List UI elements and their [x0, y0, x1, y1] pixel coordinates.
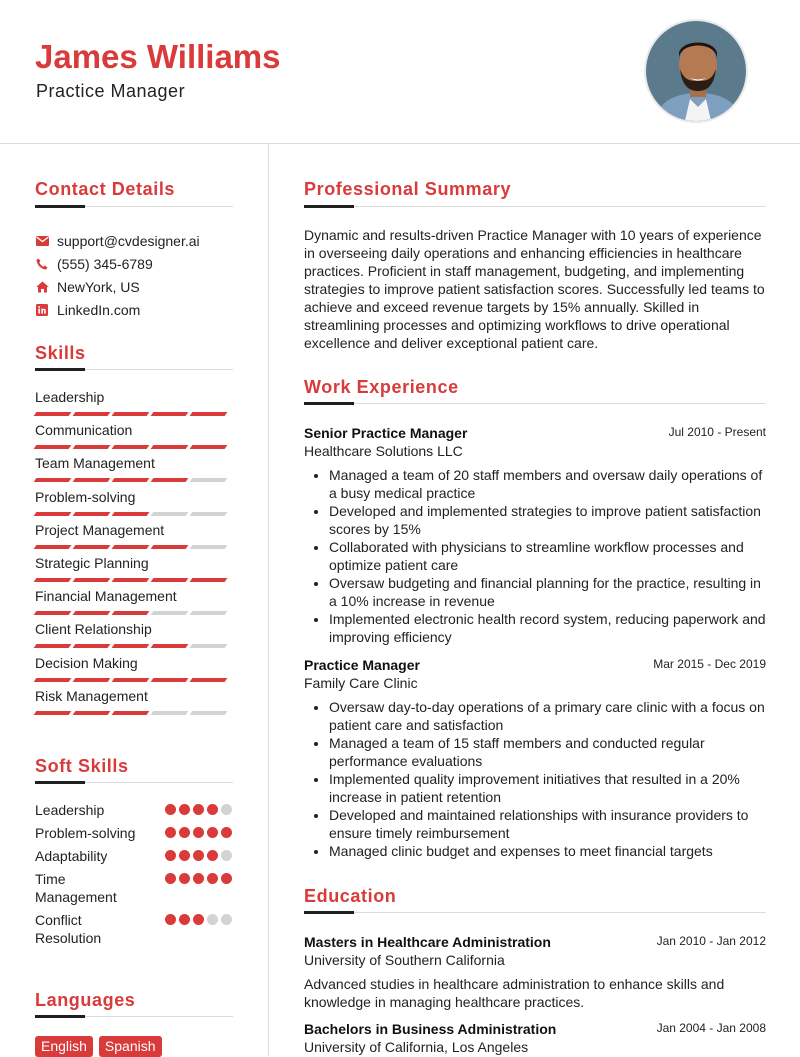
job-title: Practice Manager [36, 81, 186, 101]
education-dates: Jan 2010 - Jan 2012 [656, 934, 766, 948]
skill-level-segment [112, 445, 150, 449]
skill-level-bar [35, 445, 226, 449]
education-entry [304, 1020, 766, 1056]
experience-heading: Work Experience [304, 377, 459, 397]
job-bullet: • Oversaw budgeting and financial planning for the practice, resulting in a 10% increase in revenue [329, 574, 766, 610]
soft-skill-rating [165, 873, 232, 884]
skill-level-segment [151, 678, 189, 682]
job-title: Senior Practice Manager [304, 425, 468, 441]
skill-item [35, 620, 235, 653]
job-company: Healthcare Solutions LLC [304, 443, 463, 459]
soft-skill-label: Conflict Resolution [35, 912, 102, 946]
soft-skill-rating [165, 827, 232, 838]
job-entry [304, 424, 766, 646]
skill-level-segment [151, 412, 189, 416]
contact-heading-rule [35, 206, 233, 207]
skill-level-segment [73, 711, 111, 715]
job-bullet: • Managed a team of 15 staff members and conducted regular performance evaluations [329, 734, 766, 770]
skill-level-segment [151, 578, 189, 582]
rating-dot [179, 804, 190, 815]
skill-label: Client Relationship [35, 621, 152, 638]
job-bullet: • Implemented quality improvement initiatives that resulted in a 20% increase in patient retention [329, 770, 766, 806]
contact-heading: Contact Details [35, 179, 176, 199]
skill-level-segment [190, 512, 228, 516]
skill-label: Financial Management [35, 588, 177, 605]
degree-title: Masters in Healthcare Administration [304, 934, 551, 950]
rating-dot [221, 914, 232, 925]
job-bullet: • Developed and implemented strategies to improve patient satisfaction scores by 15% [329, 502, 766, 538]
summary-text: Dynamic and results-driven Practice Manager with 10 years of experience in overseeing daily operations and enhancing efficiencies in healthcare practices. Proficient in staff management, budgeting, and implementing strategies to improve patient satisfaction scores. Successfully led teams to achieve and exceed revenue targets by 15% annually. Skilled in streamlining processes and optimizing workflows to drive operational excellence and deliver exceptional patient care. [304, 227, 765, 351]
school-name: University of Southern California [304, 952, 505, 968]
phone-icon [35, 257, 49, 271]
skill-item [35, 654, 235, 687]
skill-level-segment [112, 644, 150, 648]
skill-level-segment [73, 512, 111, 516]
soft-skill-item [35, 801, 235, 819]
experience-heading-rule [304, 403, 766, 404]
languages-list [35, 1036, 162, 1057]
soft-skill-item [35, 870, 235, 906]
rating-dot [207, 827, 218, 838]
skill-level-segment [190, 445, 228, 449]
skill-label: Project Management [35, 521, 165, 538]
skill-level-segment [73, 578, 111, 582]
skill-level-bar [35, 644, 226, 648]
skill-level-segment [190, 412, 228, 416]
rating-dot [207, 914, 218, 925]
degree-title: Bachelors in Business Administration [304, 1021, 557, 1037]
skill-level-segment [151, 711, 189, 715]
soft-skill-label: Leadership [35, 802, 105, 818]
job-bullets [304, 698, 766, 860]
language-tag: English [35, 1036, 93, 1057]
skill-level-segment [73, 611, 111, 615]
skill-label: Strategic Planning [35, 554, 149, 571]
languages-heading-rule [35, 1016, 233, 1017]
language-tag: Spanish [99, 1036, 162, 1057]
skill-level-segment [151, 445, 189, 449]
skill-level-segment [190, 478, 228, 482]
education-entry [304, 933, 766, 1011]
skill-level-segment [34, 445, 72, 449]
rating-dot [193, 873, 204, 884]
skill-level-segment [34, 711, 72, 715]
education-description: Advanced studies in healthcare administration to enhance skills and knowledge in managing healthcare practices. [304, 976, 725, 1010]
job-company: Family Care Clinic [304, 675, 418, 691]
skill-level-segment [34, 412, 72, 416]
rating-dot [221, 827, 232, 838]
contact-email[interactable] [35, 229, 255, 252]
rating-dot [221, 804, 232, 815]
contact-linkedin[interactable] [35, 298, 255, 321]
skill-level-segment [112, 512, 150, 516]
skill-label: Problem-solving [35, 488, 136, 505]
skill-level-segment [73, 678, 111, 682]
soft-skill-label: Time Management [35, 871, 117, 905]
contact-location-text: NewYork, US [57, 278, 140, 295]
rating-dot [179, 827, 190, 838]
profile-photo [644, 19, 748, 123]
rating-dot [193, 850, 204, 861]
skill-label: Team Management [35, 455, 155, 472]
rating-dot [193, 827, 204, 838]
contact-phone[interactable] [35, 252, 255, 275]
skill-level-segment [34, 678, 72, 682]
job-bullet: • Collaborated with physicians to streamline workflow processes and optimize patient care [329, 538, 766, 574]
job-bullet: • Oversaw day-to-day operations of a primary care clinic with a focus on patient care and satisfaction [329, 698, 766, 734]
skill-level-bar [35, 412, 226, 416]
school-name: University of California, Los Angeles [304, 1039, 529, 1055]
rating-dot [165, 804, 176, 815]
column-divider [268, 143, 269, 1056]
skill-level-bar [35, 711, 226, 715]
skill-level-segment [112, 611, 150, 615]
skill-level-segment [190, 611, 228, 615]
skill-level-bar [35, 578, 226, 582]
skill-item [35, 388, 235, 421]
skill-level-bar [35, 611, 226, 615]
languages-heading: Languages [35, 990, 136, 1010]
soft-skill-rating [165, 914, 232, 925]
job-bullet: • Managed a team of 20 staff members and oversaw daily operations of a busy medical practice [329, 466, 766, 502]
skill-level-segment [34, 644, 72, 648]
contact-phone-text: (555) 345-6789 [57, 255, 153, 272]
skill-level-segment [112, 678, 150, 682]
skill-level-segment [34, 611, 72, 615]
skills-heading: Skills [35, 343, 86, 363]
skill-level-segment [112, 412, 150, 416]
rating-dot [193, 914, 204, 925]
job-bullet: • Developed and maintained relationships with insurance providers to ensure timely reimbursement [329, 806, 766, 842]
skill-item [35, 587, 235, 620]
skill-level-segment [190, 545, 228, 549]
contact-linkedin-text: LinkedIn.com [57, 301, 141, 318]
soft-skills-list [35, 801, 235, 952]
skill-level-segment [151, 512, 189, 516]
skill-label: Leadership [35, 389, 105, 405]
linkedin-icon [35, 303, 49, 317]
job-bullet: • Implemented electronic health record system, reducing paperwork and improving efficiency [329, 610, 766, 646]
skill-level-segment [34, 478, 72, 482]
rating-dot [207, 804, 218, 815]
job-bullet: • Managed clinic budget and expenses to meet financial targets [329, 842, 766, 860]
skill-level-bar [35, 545, 226, 549]
skill-level-segment [112, 545, 150, 549]
skill-level-segment [34, 578, 72, 582]
candidate-name: James Williams [35, 38, 281, 75]
skill-level-segment [73, 545, 111, 549]
contact-list [35, 229, 255, 321]
soft-skills-heading-rule [35, 782, 233, 783]
rating-dot [221, 850, 232, 861]
education-heading: Education [304, 886, 397, 906]
contact-email-text: support@cvdesigner.ai [57, 232, 200, 249]
soft-skill-label: Problem-solving [35, 825, 136, 841]
summary-heading: Professional Summary [304, 179, 512, 199]
summary-heading-rule [304, 206, 766, 207]
skill-level-bar [35, 512, 226, 516]
skill-level-segment [112, 478, 150, 482]
skill-level-segment [151, 478, 189, 482]
rating-dot [165, 873, 176, 884]
soft-skill-item [35, 824, 235, 842]
skills-heading-rule [35, 369, 233, 370]
rating-dot [179, 850, 190, 861]
skill-level-segment [73, 445, 111, 449]
rating-dot [207, 873, 218, 884]
skill-level-segment [151, 644, 189, 648]
skill-level-segment [73, 412, 111, 416]
soft-skill-item [35, 847, 235, 865]
rating-dot [165, 827, 176, 838]
soft-skill-rating [165, 804, 232, 815]
soft-skill-rating [165, 850, 232, 861]
skill-level-segment [190, 711, 228, 715]
skill-level-segment [190, 678, 228, 682]
education-heading-rule [304, 912, 766, 913]
job-entry [304, 656, 766, 860]
skill-level-segment [34, 512, 72, 516]
skill-level-bar [35, 478, 226, 482]
skill-level-segment [151, 611, 189, 615]
skill-label: Communication [35, 422, 133, 439]
skill-level-segment [151, 545, 189, 549]
rating-dot [165, 850, 176, 861]
rating-dot [207, 850, 218, 861]
skill-level-segment [112, 578, 150, 582]
soft-skill-item [35, 911, 235, 947]
skill-level-segment [190, 578, 228, 582]
skill-item [35, 421, 235, 454]
rating-dot [193, 804, 204, 815]
skill-level-segment [112, 711, 150, 715]
rating-dot [179, 873, 190, 884]
skills-list [35, 388, 235, 720]
envelope-icon [35, 234, 49, 248]
soft-skill-label: Adaptability [35, 848, 108, 864]
soft-skills-heading: Soft Skills [35, 756, 129, 776]
skill-item [35, 521, 235, 554]
skill-label: Risk Management [35, 687, 148, 704]
job-bullets [304, 466, 766, 646]
education-dates: Jan 2004 - Jan 2008 [656, 1021, 766, 1035]
skill-level-bar [35, 678, 226, 682]
skill-level-segment [73, 644, 111, 648]
rating-dot [165, 914, 176, 925]
skill-item [35, 687, 235, 720]
skill-level-segment [34, 545, 72, 549]
skill-item [35, 454, 235, 487]
job-dates: Jul 2010 - Present [668, 425, 766, 439]
skill-label: Decision Making [35, 654, 138, 671]
job-dates: Mar 2015 - Dec 2019 [653, 657, 766, 671]
home-icon [35, 280, 49, 294]
skill-item [35, 488, 235, 521]
rating-dot [179, 914, 190, 925]
resume-header [0, 0, 800, 144]
skill-level-segment [190, 644, 228, 648]
rating-dot [221, 873, 232, 884]
skill-item [35, 554, 235, 587]
skill-level-segment [73, 478, 111, 482]
contact-location [35, 275, 255, 298]
job-title: Practice Manager [304, 657, 420, 673]
